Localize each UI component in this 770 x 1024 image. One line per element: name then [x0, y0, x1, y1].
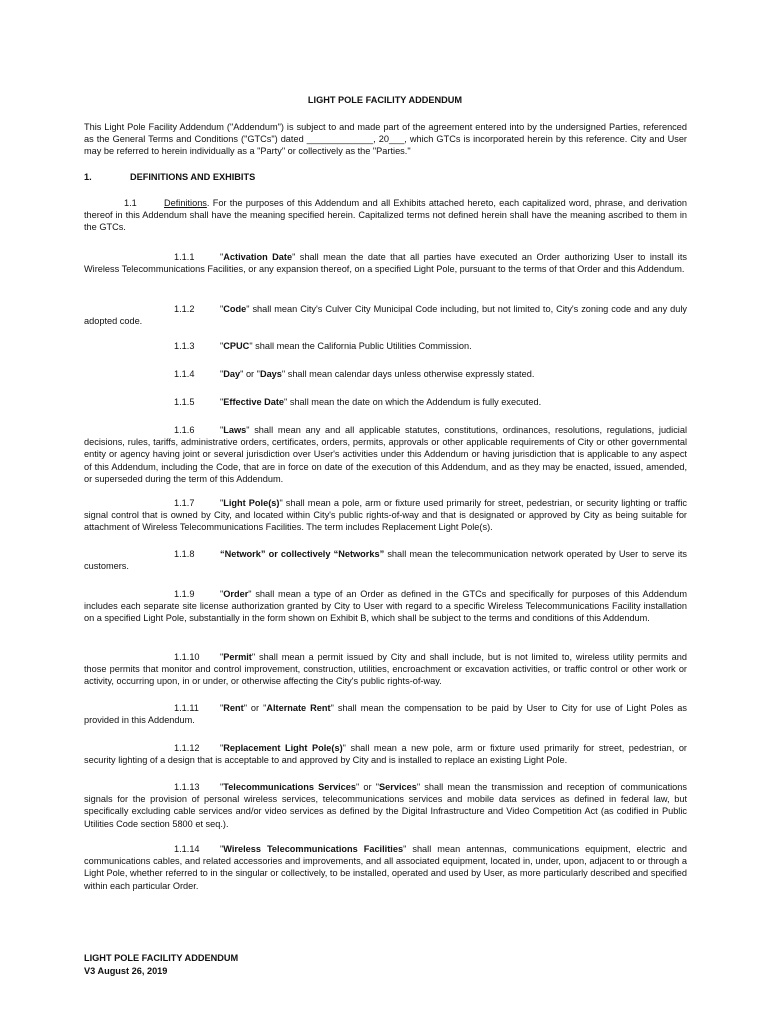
defined-term: Activation Date	[223, 252, 293, 262]
defined-term: “Network” or collectively “Networks”	[220, 549, 385, 559]
definition-number: 1.1.13	[174, 782, 200, 792]
definition-number: 1.1.11	[174, 703, 199, 713]
para-text: . For the purposes of this Addendum and all Exhibits attached hereto, each capitalized word, phrase, and derivation thereof in this Addendum shall have the meaning specified herein. Capitalized terms not defined herein shall have the meaning ascribed to them in the GTCs.	[84, 198, 687, 233]
definition-text: " shall mean a new pole, arm or fixture used primarily for street, pedestrian, or security lighting of a design that is acceptable to and approved by City and is installed to replace an existing Light Pole.	[84, 743, 687, 766]
quote-open: "	[220, 397, 224, 407]
defined-term: Permit	[223, 652, 252, 662]
definition-paragraph	[84, 497, 687, 534]
quote-open: "	[220, 341, 224, 351]
definition-text: " shall mean antennas, communications equipment, electric and communications cables, and related accessories and improvements, and all associated equipment, located in, under, upon, adjacent to or through a Light Pole, whether referred to in the singular or collectively, to be installed, operated and used by User, as more particularly described and specified within each particular Order.	[84, 844, 688, 891]
definition-number: 1.1.12	[174, 743, 200, 753]
quote-open: "	[220, 498, 224, 508]
defined-term: Replacement Light Pole(s)	[223, 743, 343, 753]
definition-text: " shall mean the date on which the Addendum is fully executed.	[284, 397, 542, 407]
definition-text-cont: " shall mean the transmission and reception of communications signals for the provision of personal wireless services, telecommunications services and mobile data services as defined in federal law, but specifically excluding cable services and/or video services as defined by the Digital Infrastructure and Video Competition Act (as codified in Public Utilities Code section 5800 et seq.).	[84, 782, 687, 829]
defined-term: Code	[223, 304, 247, 314]
definition-number: 1.1.2	[174, 304, 195, 314]
definition-paragraph	[84, 843, 687, 892]
defined-term: Laws	[223, 425, 247, 435]
definition-number: 1.1.8	[174, 549, 195, 559]
definition-paragraph	[84, 368, 687, 380]
definition-paragraph	[84, 396, 687, 408]
definition-number: 1.1.10	[174, 652, 200, 662]
defined-term: Rent	[223, 703, 244, 713]
quote-open: "	[220, 782, 224, 792]
definition-text: " shall mean a pole, arm or fixture used primarily for street, pedestrian, or security lighting or traffic signal control that is owned by City, and located within City's public rights-of-way and that is designated or approved by City as being suitable for attachment of Wireless Telecommunications Facilities. The term includes Replacement Light Pole(s).	[84, 498, 687, 533]
definition-paragraph	[84, 251, 687, 275]
definition-text: " shall mean the California Public Utilities Commission.	[249, 341, 472, 351]
definition-text-cont: " shall mean the compensation to be paid by User to City for use of Light Poles as provided in this Addendum.	[84, 703, 687, 726]
definition-text: " shall mean a permit issued by City and shall include, but is not limited to, wireless utility permits and those permits that monitor and control improvement, construction, utilities, encroachment or excavation activities, or traffic control or other work or activity, occurring upon, in or under, or otherwise affecting the City's public rights-of-way.	[84, 652, 687, 687]
definition-paragraph	[84, 340, 687, 352]
footer-version: V3 August 26, 2019	[84, 966, 168, 976]
footer-title: LIGHT POLE FACILITY ADDENDUM	[84, 953, 239, 963]
quote-open: "	[220, 304, 224, 314]
para-heading: Definitions	[164, 198, 207, 208]
definition-paragraph	[84, 303, 687, 327]
definition-number: 1.1.9	[174, 589, 195, 599]
defined-term-alt: Alternate Rent	[266, 703, 331, 713]
definition-text: " or "	[240, 369, 260, 379]
quote-open: "	[220, 743, 224, 753]
paragraph-1-1	[84, 197, 687, 234]
definition-text: " shall mean any and all applicable statutes, constitutions, ordinances, resolutions, regulations, judicial decisions, rules, tariffs, administrative orders, certificates, orders, permits, approvals or other applicable requirements of City or other governmental entity or agency having joint or several jurisdiction over User's activities under this Addendum or having jurisdiction that is applicable to any aspect of this Addendum, including the Code, that are in force on date of the execution of this Addendum, and as they may be enacted, issued, amended, or superseded during the term of this Addendum.	[84, 425, 687, 484]
quote-open: "	[220, 369, 224, 379]
definition-text: " shall mean City's Culver City Municipal Code including, but not limited to, City's zoning code and any duly adopted code.	[84, 304, 687, 327]
definition-number: 1.1.7	[174, 498, 195, 508]
definition-paragraph	[84, 651, 687, 688]
definition-text: " shall mean a type of an Order as defined in the GTCs and specifically for purposes of this Addendum includes each separate site license authorization granted by City to User with regard to a specific Wireless Telecommunications Facility installation on a specified Light Pole, substantially in the form shown on Exhibit B, which shall be subject to the terms and conditions of this Addendum.	[84, 589, 687, 624]
definition-number: 1.1.4	[174, 369, 195, 379]
defined-term: Order	[223, 589, 249, 599]
section-number: 1.	[84, 172, 92, 182]
defined-term: Day	[223, 369, 241, 379]
document-title: LIGHT POLE FACILITY ADDENDUM	[307, 95, 463, 105]
quote-open: "	[220, 844, 224, 854]
defined-term: Light Pole(s)	[223, 498, 280, 508]
definition-number: 1.1.6	[174, 425, 195, 435]
definition-text: " or "	[243, 703, 267, 713]
definition-number: 1.1.3	[174, 341, 195, 351]
definition-paragraph	[84, 781, 687, 830]
defined-term: Effective Date	[223, 397, 285, 407]
definition-text: " or "	[355, 782, 380, 792]
definition-paragraph	[84, 424, 687, 485]
definition-number: 1.1.5	[174, 397, 195, 407]
quote-open: "	[220, 252, 224, 262]
definition-number: 1.1.14	[174, 844, 200, 854]
quote-open: "	[220, 652, 224, 662]
definition-number: 1.1.1	[174, 252, 195, 262]
quote-open: "	[220, 589, 224, 599]
definition-text: shall mean the telecommunication network operated by User to serve its customers.	[84, 549, 688, 572]
definition-paragraph	[84, 702, 687, 726]
quote-open: "	[220, 425, 224, 435]
definition-paragraph	[84, 548, 687, 572]
defined-term: Wireless Telecommunications Facilities	[223, 844, 404, 854]
defined-term-alt: Days	[259, 369, 282, 379]
intro-paragraph: This Light Pole Facility Addendum ("Addendum") is subject to and made part of the agreement entered into by the undersigned Parties, referenced as the General Terms and Conditions ("GTCs") dated _____________, 20___, which GTCs is incorporated herein by this reference. City and User may be referred to herein individually as a "Party" or collectively as the "Parties."	[84, 122, 687, 157]
defined-term: Telecommunications Services	[223, 782, 356, 792]
quote-open: "	[220, 703, 224, 713]
page-footer	[84, 952, 238, 978]
definition-paragraph	[84, 742, 687, 766]
definition-paragraph	[84, 588, 687, 625]
definition-text: " shall mean the date that all parties have executed an Order authorizing User to install its Wireless Telecommunications Facilities, or any expansion thereof, on a specified Light Pole, pursuant to the terms of that Order and this Addendum.	[84, 252, 687, 275]
defined-term: CPUC	[223, 341, 250, 351]
section-title: DEFINITIONS AND EXHIBITS	[130, 172, 256, 182]
para-number: 1.1	[124, 198, 137, 208]
defined-term-alt: Services	[379, 782, 417, 792]
definition-text-cont: " shall mean calendar days unless otherwise expressly stated.	[281, 369, 535, 379]
